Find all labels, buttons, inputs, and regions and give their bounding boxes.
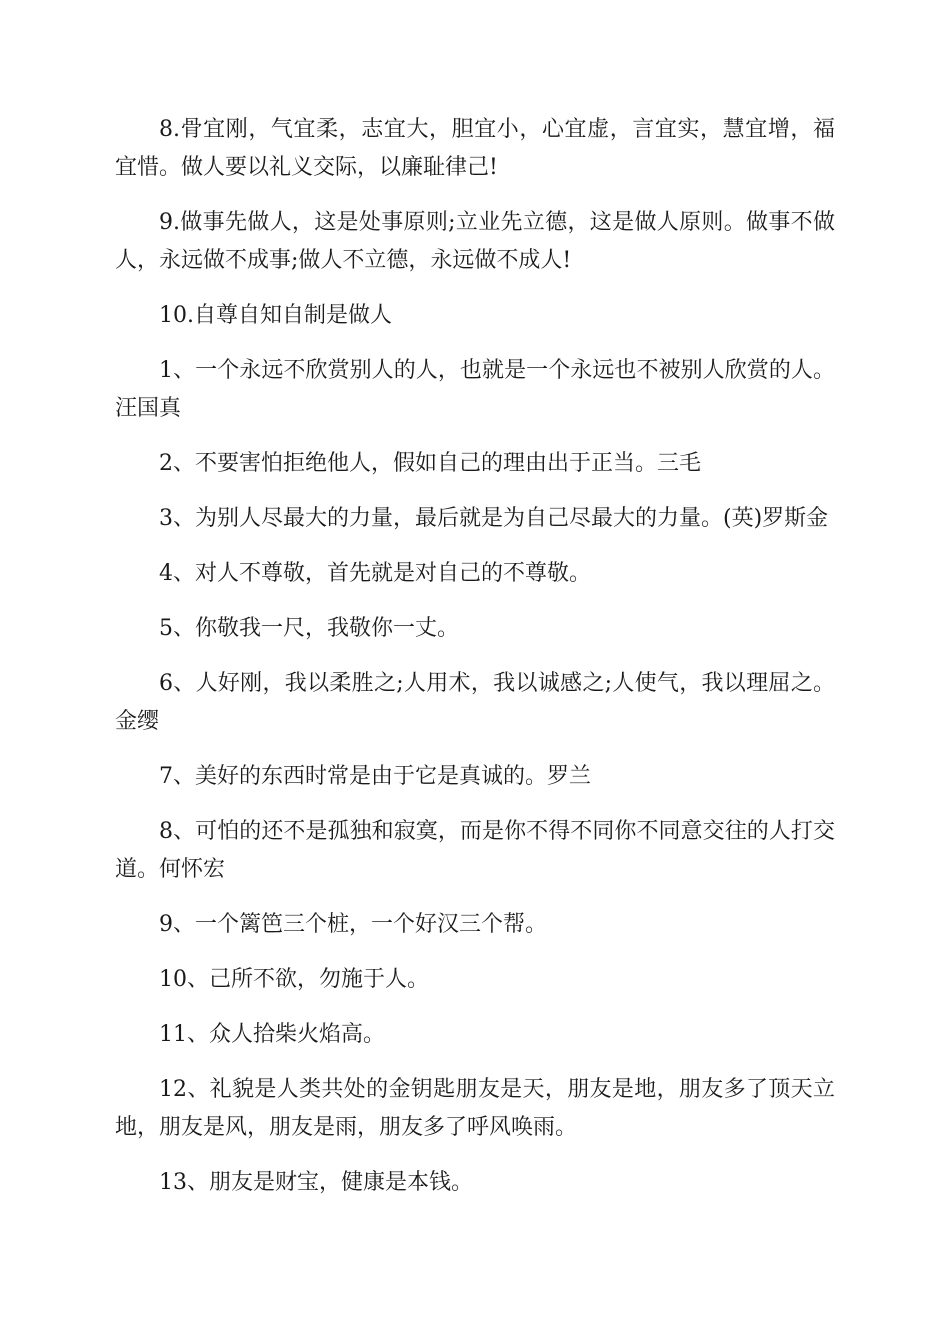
paragraph: 10、己所不欲，勿施于人。 [159,967,429,992]
paragraph: 13、朋友是财宝，健康是本钱。 [159,1170,473,1195]
paragraph: 3、为别人尽最大的力量，最后就是为自己尽最大的力量。(英)罗斯金 [159,506,829,531]
paragraph: 6、人好刚，我以柔胜之;人用术，我以诚感之;人使气，我以理屈之。金缨 [115,671,835,734]
paragraph: 8.骨宜刚，气宜柔，志宜大，胆宜小，心宜虚，言宜实，慧宜增，福宜惜。做人要以礼义交际，以廉耻律己! [115,117,835,180]
paragraph: 10.自尊自知自制是做人 [159,303,392,328]
paragraph: 2、不要害怕拒绝他人，假如自己的理由出于正当。三毛 [159,451,701,476]
paragraph: 4、对人不尊敬，首先就是对自己的不尊敬。 [159,561,591,586]
paragraph: 7、美好的东西时常是由于它是真诚的。罗兰 [159,764,591,789]
paragraph: 9、一个篱笆三个桩，一个好汉三个帮。 [159,912,547,937]
paragraph: 8、可怕的还不是孤独和寂寞，而是你不得不同你不同意交往的人打交道。何怀宏 [115,819,835,882]
paragraph: 11、众人拾柴火焰高。 [159,1022,385,1047]
paragraph: 5、你敬我一尺，我敬你一丈。 [159,616,459,641]
paragraph: 1、一个永远不欣赏别人的人，也就是一个永远也不被别人欣赏的人。汪国真 [115,358,835,421]
paragraph: 9.做事先做人，这是处事原则;立业先立德，这是做人原则。做事不做人，永远做不成事;做人不立德，永远做不成人! [115,210,835,273]
document-body [115,111,835,1219]
paragraph: 12、礼貌是人类共处的金钥匙朋友是天，朋友是地，朋友多了顶天立地，朋友是风，朋友是雨，朋友多了呼风唤雨。 [115,1077,835,1140]
